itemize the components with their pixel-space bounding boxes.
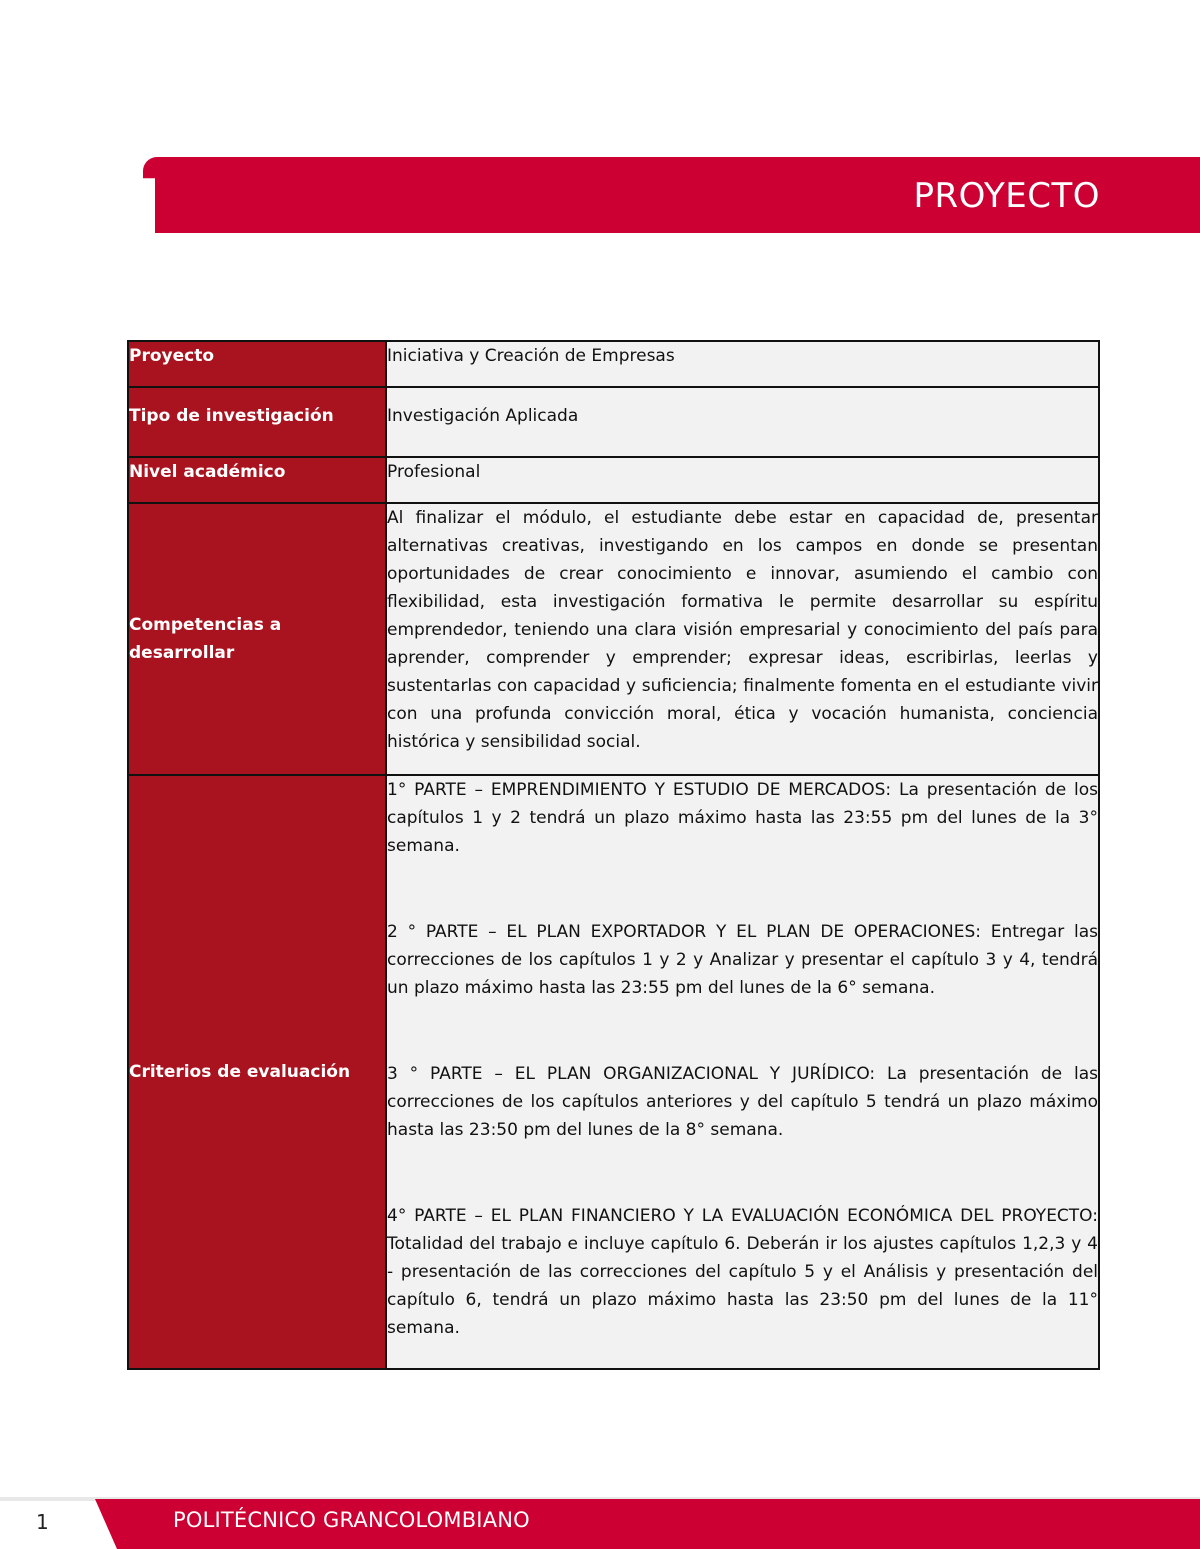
- row-value: Iniciativa y Creación de Empresas: [386, 341, 1099, 387]
- page-number: 1: [36, 1510, 49, 1534]
- brand-name: POLITÉCNICO GRANCOLOMBIANO: [173, 1508, 530, 1532]
- table-row: [128, 341, 1099, 387]
- row-label: Criterios de evaluación: [128, 775, 386, 1369]
- table-row: [128, 387, 1099, 457]
- evaluation-part-4: 4° PARTE – EL PLAN FINANCIERO Y LA EVALUACIÓN ECONÓMICA DEL PROYECTO: Totalidad del trabajo e incluye capítulo 6. Deberán ir los ajustes capítulos 1,2,3 y 4 - presentación de las correcciones del capítulo 5 y el Análisis y presentación del capítulo 6, tendrá un plazo máximo hasta las 23:50 pm del lunes de la 11° semana.: [387, 1206, 1098, 1338]
- row-label: Tipo de investigación: [128, 387, 386, 457]
- page-title: PROYECTO: [913, 176, 1100, 216]
- row-value: Investigación Aplicada: [386, 387, 1099, 457]
- row-value: Profesional: [386, 457, 1099, 503]
- evaluation-part-2: 2 ° PARTE – EL PLAN EXPORTADOR Y EL PLAN DE OPERACIONES: Entregar las correcciones de los capítulos 1 y 2 y Analizar y presentar el capítulo 3 y 4, tendrá un plazo máximo hasta las 23:55 pm del lunes de la 6° semana.: [387, 922, 1098, 998]
- project-info-table: [127, 340, 1100, 1370]
- evaluation-part-3: 3 ° PARTE – EL PLAN ORGANIZACIONAL Y JURÍDICO: La presentación de las correcciones de los capítulos anteriores y del capítulo 5 tendrá un plazo máximo hasta las 23:50 pm del lunes de la 8° semana.: [387, 1064, 1098, 1140]
- row-label: Nivel académico: [128, 457, 386, 503]
- table-row: [128, 457, 1099, 503]
- evaluation-part-1: 1° PARTE – EMPRENDIMIENTO Y ESTUDIO DE MERCADOS: La presentación de los capítulos 1 y 2 tendrá un plazo máximo hasta las 23:55 pm del lunes de la 3° semana.: [387, 780, 1098, 856]
- row-value: Al finalizar el módulo, el estudiante debe estar en capacidad de, presentar alternativas creativas, investigando en los campos en donde se presentan oportunidades de crear conocimiento e innovar, asumiendo el cambio con flexibilidad, esta investigación formativa le permite desarrollar su espíritu emprendedor, teniendo una clara visión empresarial y conocimiento del país para aprender, comprender y emprender; expresar ideas, escribirlas, leerlas y sustentarlas con capacidad y suficiencia; finalmente fomenta en el estudiante vivir con una profunda convicción moral, ética y vocación humanista, conciencia histórica y sensibilidad social.: [386, 503, 1099, 775]
- row-label: Competencias a desarrollar: [128, 503, 386, 775]
- row-value-parts: [386, 775, 1099, 1369]
- table-row: [128, 775, 1099, 1369]
- table-row: [128, 503, 1099, 775]
- row-label: Proyecto: [128, 341, 386, 387]
